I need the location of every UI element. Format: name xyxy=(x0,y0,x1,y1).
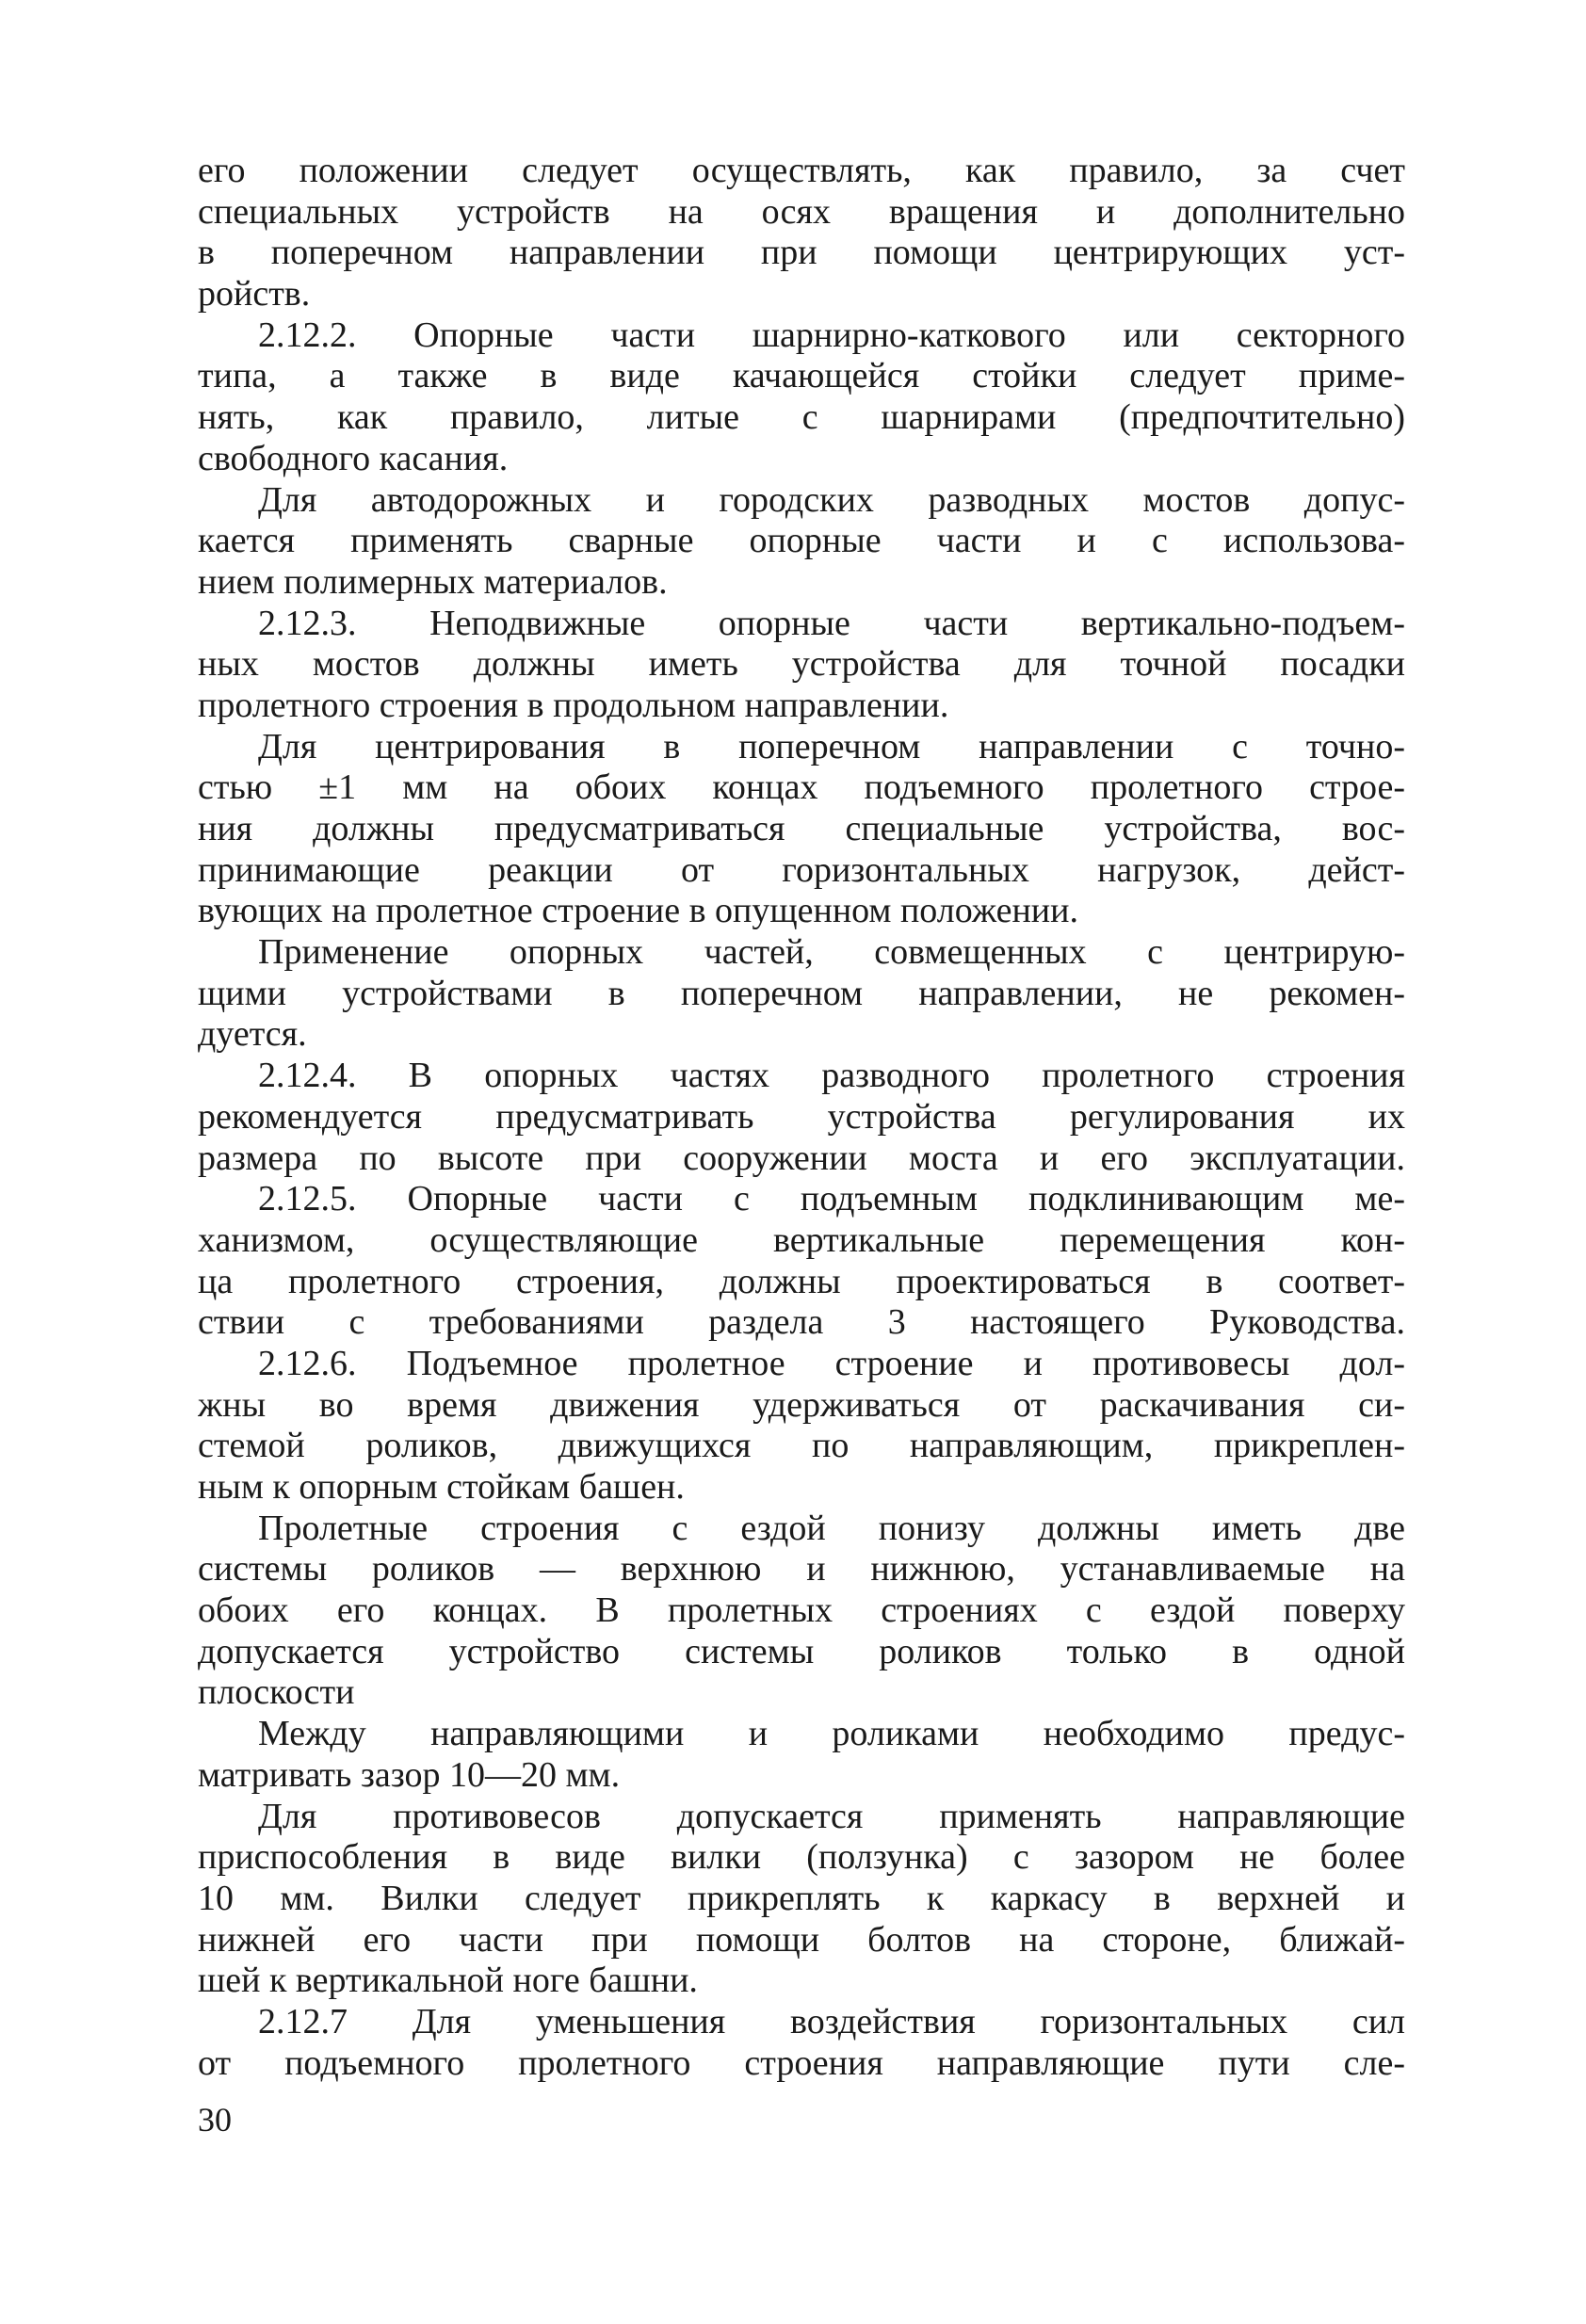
text-line: 10 мм. Вилки следует прикреплять к каркасу в верхней и xyxy=(198,1878,1405,1918)
text-line: в поперечном направлении при помощи центрирующих уст- xyxy=(198,233,1405,273)
text-line: стью ±1 мм на обоих концах подъемного пролетного строе- xyxy=(198,767,1405,808)
text-line: 2.12.6. Подъемное пролетное строение и противовесы дол- xyxy=(258,1343,1405,1383)
text-line: ствии с требованиями раздела 3 настоящего Руководства. xyxy=(198,1302,1405,1343)
text-line: матривать зазор 10—20 мм. xyxy=(198,1754,621,1795)
text-line: 2.12.3. Неподвижные опорные части вертикально-подъем- xyxy=(258,603,1405,643)
text-line: ным к опорным стойкам башен. xyxy=(198,1467,685,1507)
text-line: его положении следует осуществлять, как правило, за счет xyxy=(198,151,1405,190)
text-line: размера по высоте при сооружении моста и его эксплуатации. xyxy=(198,1138,1405,1178)
text-line: ния должны предусматриваться специальные устройства, вос- xyxy=(198,809,1405,848)
text-line: Между направляющими и роликами необходимо предус- xyxy=(258,1714,1405,1754)
text-line: шей к вертикальной ноге башни. xyxy=(198,1961,698,2001)
text-line: рекомендуется предусматривать устройства регулирования их xyxy=(198,1096,1405,1137)
text-line: Для центрирования в поперечном направлении с точно- xyxy=(258,726,1405,767)
text-line: дуется. xyxy=(198,1014,307,1055)
text-line: специальных устройств на осях вращения и дополнительно xyxy=(198,191,1405,232)
text-line: нять, как правило, литые с шарнирами (предпочтительно) xyxy=(198,397,1405,438)
text-line: 2.12.4. В опорных частях разводного пролетного строения xyxy=(258,1056,1405,1096)
text-line: вующих на пролетное строение в опущенном положении. xyxy=(198,891,1078,931)
text-line: ханизмом, осуществляющие вертикальные перемещения кон- xyxy=(198,1219,1405,1260)
page-number: 30 xyxy=(198,2101,232,2138)
text-line: ных мостов должны иметь устройства для точной посадки xyxy=(198,644,1405,685)
text-line: ца пролетного строения, должны проектироваться в соответ- xyxy=(198,1261,1405,1301)
text-line: принимающие реакции от горизонтальных нагрузок, дейст- xyxy=(198,849,1405,890)
text-line: нием полимерных материалов. xyxy=(198,561,668,602)
text-line: ройств. xyxy=(198,274,311,315)
text-line: приспособления в виде вилки (ползунка) с зазором не более xyxy=(198,1837,1405,1878)
text-line: обоих его концах. В пролетных строениях с ездой поверху xyxy=(198,1590,1405,1631)
text-line: 2.12.7 Для уменьшения воздействия горизонтальных сил xyxy=(258,2001,1405,2042)
text-line: плоскости xyxy=(198,1672,355,1713)
text-line: Пролетные строения с ездой понизу должны иметь две xyxy=(258,1508,1405,1548)
text-line: свободного касания. xyxy=(198,438,509,478)
text-line: кается применять сварные опорные части и с использова- xyxy=(198,521,1405,561)
text-line: стемой роликов, движущихся по направляющим, прикреплен- xyxy=(198,1426,1405,1466)
text-line: от подъемного пролетного строения направляющие пути сле- xyxy=(198,2042,1405,2083)
text-line: 2.12.2. Опорные части шарнирно-каткового или секторного xyxy=(258,315,1405,355)
text-line: типа, а также в виде качающейся стойки следует приме- xyxy=(198,356,1405,396)
text-line: Применение опорных частей, совмещенных с центрирую- xyxy=(258,932,1405,973)
text-line: Для автодорожных и городских разводных мостов допус- xyxy=(258,479,1405,520)
text-line: жны во время движения удерживаться от раскачивания си- xyxy=(198,1384,1405,1425)
text-line: допускается устройство системы роликов только в одной xyxy=(198,1631,1405,1671)
document-body xyxy=(198,151,1405,2084)
text-line: пролетного строения в продольном направлении. xyxy=(198,685,949,725)
text-line: нижней его части при помощи болтов на стороне, ближай- xyxy=(198,1919,1405,1960)
text-line: щими устройствами в поперечном направлении, не рекомен- xyxy=(198,973,1405,1013)
text-line: Для противовесов допускается применять направляющие xyxy=(258,1796,1405,1836)
text-line: системы роликов — верхнюю и нижнюю, устанавливаемые на xyxy=(198,1549,1405,1590)
text-line: 2.12.5. Опорные части с подъемным подклинивающим ме- xyxy=(258,1179,1405,1219)
